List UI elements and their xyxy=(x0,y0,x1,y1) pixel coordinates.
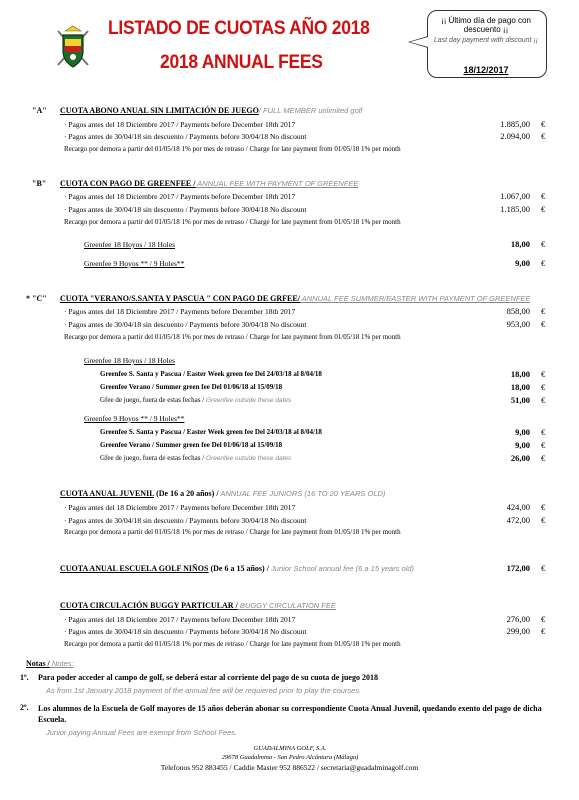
section-buggy-amount1: 276,00 xyxy=(506,614,530,624)
section-school-heading xyxy=(60,564,414,573)
note-2-number: 2º. xyxy=(20,703,29,712)
section-c-gf9-amount3: 26,00 xyxy=(510,453,530,463)
section-school-title: CUOTA ANUAL ESCUELA GOLF NIÑOS xyxy=(60,564,209,573)
section-c-greenfee-9-heading: Greenfee 9 Hoyos ** / 9 Holes** xyxy=(84,414,185,423)
euro-sign: € xyxy=(541,204,546,214)
section-a-surcharge: Recargo por demora a partir del 01/05/18 1% por mes de retraso / Charge for late payment from 01/05/18 1% per month xyxy=(64,145,401,153)
section-a-tag: "A" xyxy=(32,106,47,115)
section-b-row2: · Pagos antes de 30/04/18 sin descuento / Payments before 30/04/18 No discount xyxy=(64,205,307,214)
section-c-row2: · Pagos antes de 30/04/18 sin descuento / Payments before 30/04/18 No discount xyxy=(64,320,307,329)
euro-sign: € xyxy=(541,502,546,512)
euro-sign: € xyxy=(541,440,546,450)
section-c-gf18-amount2: 18,00 xyxy=(510,382,530,392)
note-2-text-en: Junior paying Annual Fees are exempt from School Fees. xyxy=(46,728,238,737)
section-c-gf9-row1: Greenfee S. Santa y Pascua / Easter Week green fee Del 24/03/18 al 8/04/18 xyxy=(100,428,322,436)
section-c-surcharge: Recargo por demora a partir del 01/05/18 1% por mes de retraso / Charge for late payment from 01/05/18 1% per month xyxy=(64,333,401,341)
section-juvenil-title: CUOTA ANUAL JUVENIL xyxy=(60,489,155,498)
page-subtitle: 2018 ANNUAL FEES xyxy=(160,52,323,73)
section-b-greenfee-18: Greenfee 18 Hoyos / 18 Holes xyxy=(84,240,176,249)
section-a-row2: · Pagos antes de 30/04/18 sin descuento / Payments before 30/04/18 No discount xyxy=(64,132,307,141)
callout-text-es: ¡¡ Último día de pago con descuento ¡¡ xyxy=(441,16,531,34)
section-a-amount1: 1.885,00 xyxy=(500,119,530,129)
euro-sign: € xyxy=(541,395,546,405)
euro-sign: € xyxy=(541,626,546,636)
note-1-text-en: As from 1st January 2018 payment of the annual fee will be requiered prior to play the courses. xyxy=(46,686,362,695)
section-c-tag: * "C" xyxy=(26,294,47,303)
callout-pointer-fill xyxy=(410,37,428,47)
section-buggy-amount2: 299,00 xyxy=(506,626,530,636)
euro-sign: € xyxy=(541,369,546,379)
section-juvenil-amount2: 472,00 xyxy=(506,515,530,525)
club-logo-icon xyxy=(52,25,94,73)
section-c-gf18-row3 xyxy=(100,396,291,404)
section-c-gf18-row3-en: Greenfee outside these dates xyxy=(204,397,292,404)
section-c-gf9-amount2: 9,00 xyxy=(515,440,530,450)
section-school-amount: 172,00 xyxy=(506,563,530,573)
section-c-gf9-amount1: 9,00 xyxy=(515,427,530,437)
section-c-gf18-row3-es: Gfee de juego, fuera de estas fechas / xyxy=(100,396,205,404)
section-school-title-en: Junior School annual fee (6 a 15 years old) xyxy=(268,564,415,573)
section-b-title: CUOTA CON PAGO DE GREENFEE / xyxy=(60,179,196,188)
footer-company: GUADALMINA GOLF, S.A. xyxy=(253,745,327,752)
section-a-row1: · Pagos antes del 18 Diciembre 2017 / Payments before December 18th 2017 xyxy=(64,120,296,129)
section-b-greenfee-18-amount: 18,00 xyxy=(510,239,530,249)
callout-text-en: Last day payment with discount ¡¡ xyxy=(433,37,539,44)
section-c-title: CUOTA "VERANO/S.SANTA Y PASCUA " CON PAGO DE GRFEE/ xyxy=(60,294,300,303)
section-c-title-en: ANNUAL FEE SUMMER/EASTER WITH PAYMENT OF GREENFEE xyxy=(299,294,531,303)
section-buggy-title-en: BUGGY CIRCULATION FEE xyxy=(237,601,336,610)
footer-contact: Telefonos 952 883455 / Caddie Master 952 886522 / secretaria@guadalminagolf.com xyxy=(160,763,419,772)
section-a-title-en: / FULL MEMBER unlimited golf xyxy=(258,106,363,115)
section-buggy-title: CUOTA CIRCULACIÓN BUGGY PARTICULAR / xyxy=(60,601,238,610)
euro-sign: € xyxy=(541,614,546,624)
euro-sign: € xyxy=(541,427,546,437)
section-buggy-heading xyxy=(60,601,336,610)
euro-sign: € xyxy=(541,239,546,249)
euro-sign: € xyxy=(541,306,546,316)
section-school-ages: (De 6 a 15 años) / xyxy=(208,564,269,573)
section-juvenil-row1: · Pagos antes del 18 Diciembre 2017 / Payments before December 18th 2017 xyxy=(64,503,296,512)
section-buggy-row1: · Pagos antes del 18 Diciembre 2017 / Payments before December 18th 2017 xyxy=(64,615,296,624)
section-b-heading xyxy=(60,179,358,188)
section-b-row1: · Pagos antes del 18 Diciembre 2017 / Payments before December 18th 2017 xyxy=(64,192,296,201)
section-c-gf18-row1: Greenfee S. Santa y Pascua / Easter Week green fee Del 24/03/18 al 8/04/18 xyxy=(100,370,322,378)
section-juvenil-ages: (De 16 a 20 años) / xyxy=(154,489,219,498)
section-c-gf18-row2: Greenfee Verano / Summer green fee Del 01/06/18 al 15/09/18 xyxy=(100,383,283,391)
notes-title: Notas / xyxy=(26,659,50,668)
section-c-gf9-row3-es: Gfee de juego, fuera de estas fechas / xyxy=(100,454,205,462)
section-c-gf9-row3-en: Greenfee outside these dates xyxy=(204,455,292,462)
euro-sign: € xyxy=(541,515,546,525)
note-1-number: 1º. xyxy=(20,673,29,682)
section-c-gf18-amount1: 18,00 xyxy=(510,369,530,379)
section-c-gf18-amount3: 51,00 xyxy=(510,395,530,405)
section-a-heading xyxy=(60,106,363,115)
section-buggy-row2: · Pagos antes de 30/04/18 sin descuento / Payments before 30/04/18 No discount xyxy=(64,627,307,636)
section-c-gf9-row3 xyxy=(100,454,291,462)
section-juvenil-title-en: ANNUAL FEE JUNIORS (16 TO 20 YEARS OLD) xyxy=(218,489,386,498)
page-title: LISTADO DE CUOTAS AÑO 2018 xyxy=(108,18,370,39)
section-juvenil-heading xyxy=(60,489,385,498)
euro-sign: € xyxy=(541,191,546,201)
notes-title-en: Notes: xyxy=(49,659,74,668)
section-c-amount2: 953,00 xyxy=(506,319,530,329)
section-c-row1: · Pagos antes del 18 Diciembre 2017 / Payments before December 18th 2017 xyxy=(64,307,296,316)
section-c-greenfee-18-heading: Greenfee 18 Hoyos / 18 Holes xyxy=(84,356,176,365)
section-a-amount2: 2.094,00 xyxy=(500,131,530,141)
section-b-amount1: 1.067,00 xyxy=(500,191,530,201)
callout-date: 18/12/2017 xyxy=(463,65,509,75)
euro-sign: € xyxy=(541,258,546,268)
section-b-surcharge: Recargo por demora a partir del 01/05/18 1% por mes de retraso / Charge for late payment from 01/05/18 1% per month xyxy=(64,218,401,226)
note-1-text: Para poder acceder al campo de golf, se deberá estar al corriente del pago de su cuota de juego 2018 xyxy=(38,673,378,682)
euro-sign: € xyxy=(541,131,546,141)
euro-sign: € xyxy=(541,319,546,329)
euro-sign: € xyxy=(541,453,546,463)
section-b-amount2: 1.185,00 xyxy=(500,204,530,214)
euro-sign: € xyxy=(541,119,546,129)
footer-address: 29678 Guadalmina - San Pedro Alcántara (Málaga) xyxy=(221,754,359,761)
section-b-greenfee-9-amount: 9,00 xyxy=(515,258,530,268)
section-juvenil-surcharge: Recargo por demora a partir del 01/05/18 1% por mes de retraso / Charge for late payment from 01/05/18 1% per month xyxy=(64,528,401,536)
section-a-title: CUOTA ABONO ANUAL SIN LIMITACIÓN DE JUEGO xyxy=(60,106,259,115)
section-juvenil-amount1: 424,00 xyxy=(506,502,530,512)
notes-heading xyxy=(26,659,74,668)
section-buggy-surcharge: Recargo por demora a partir del 01/05/18 1% por mes de retraso / Charge for late payment from 01/05/18 1% per month xyxy=(64,640,401,648)
section-c-heading xyxy=(60,294,558,303)
section-b-tag: "B" xyxy=(32,179,47,188)
section-c-gf9-row2: Greenfee Verano / Summer green fee Del 01/06/18 al 15/09/18 xyxy=(100,441,283,449)
euro-sign: € xyxy=(541,563,546,573)
note-2-text: Los alumnos de la Escuela de Golf mayores de 15 años deberán abonar su correspondiente Cuota Anual Juvenil, quedando exento del pago de dicha Escuela. xyxy=(38,704,542,724)
section-b-title-en: ANNUAL FEE WITH PAYMENT OF GREENFEE xyxy=(195,179,359,188)
section-c-amount1: 858,00 xyxy=(506,306,530,316)
section-juvenil-row2: · Pagos antes de 30/04/18 sin descuento / Payments before 30/04/18 No discount xyxy=(64,516,307,525)
euro-sign: € xyxy=(541,382,546,392)
section-b-greenfee-9: Greenfee 9 Hoyos ** / 9 Holes** xyxy=(84,259,185,268)
